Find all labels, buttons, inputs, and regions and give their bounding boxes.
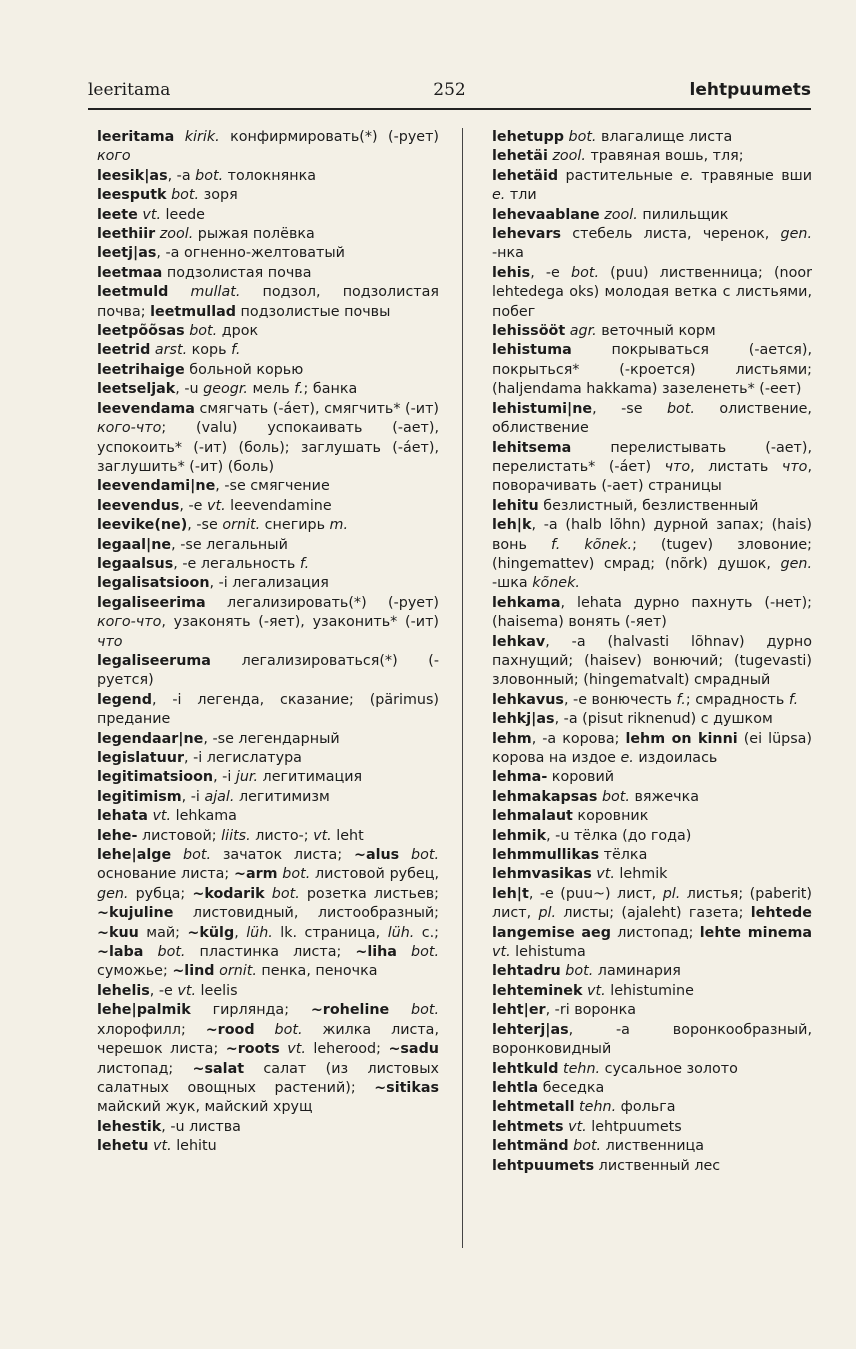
dictionary-entry: legendaar|ne, -se легендарный — [97, 730, 340, 747]
dictionary-entry: lehitu безлистный, безлиственный — [492, 497, 759, 514]
header-rule — [88, 108, 811, 110]
dictionary-entry: leethiir zool. рыжая полёвка — [97, 226, 315, 243]
dictionary-entry: lehm, -a корова; lehm on kinni (ei lüpsa) корова на издое e. издоилась — [492, 730, 812, 766]
dictionary-entry: legitimism, -i ajal. легитимизм — [97, 788, 330, 805]
dictionary-entry: leht|er, -ri воронка — [492, 1002, 636, 1019]
dictionary-entry: leeritama kirik. конфирмировать(*) (-рует) кого — [97, 129, 440, 165]
dictionary-entry: lehe|alge bot. зачаток листа; ~alus bot. основание листа; ~arm bot. листовой рубец, gen. рубца; ~kodarik bot. розетка листьев; ~kujuline листовидный, листообразный; ~kuu май; ~külg, lüh. lk. страница, lüh. с.; ~laba bot. пластинка листа; ~liha bot. суможье; ~lind ornit. пенка, пеночка — [97, 847, 440, 980]
dictionary-entry: lehtmets vt. lehtpuumets — [492, 1118, 682, 1135]
dictionary-entry: lehmmullikas тёлка — [492, 847, 648, 864]
dictionary-entry: leetrihaige больной корью — [97, 361, 304, 378]
dictionary-entry: leevendama смягчать (-áет), смягчить* (-ит) кого-что; (valu) успокаивать (-ает), успокоить* (-ит) (боль); заглушать (-áет), заглушить* (-ит) (боль) — [97, 400, 439, 475]
dictionary-entry: lehetupp bot. влагалище листа — [492, 129, 733, 145]
dictionary-entry: lehterj|as, -a воронкообразный, воронковидный — [492, 1021, 812, 1058]
dictionary-entry: leetpõõsas bot. дрок — [97, 323, 259, 340]
dictionary-entry: leh|k, -a (halb lõhn) дурной запах; (hais) вонь f. kõnek.; (tugev) зловоние; (hingemattev) смрад; (nõrk) душок, gen. -шка kõnek. — [492, 517, 812, 592]
dictionary-entry: lehata vt. lehkama — [97, 808, 237, 825]
dictionary-entry: lehmik, -u тёлка (до года) — [492, 827, 692, 844]
dictionary-entry: lehe|palmik гирлянда; ~roheline bot. хлорофилл; ~rood bot. жилка листа, черешок листа; ~roots vt. leherood; ~sadu листопад; ~salat салат (из листовых салатных овощных растений); ~sitikas майский жук, майский хрущ — [97, 1002, 439, 1116]
dictionary-entry: leetmuld mullat. подзол, подзолистая почва; leetmullad подзолистые почвы — [97, 284, 439, 320]
dictionary-entry: lehitsema перелистывать (-ает), перелистать* (-áет) что, листать что, поворачивать (-ает) страницы — [492, 439, 812, 495]
dictionary-entry: lehmalaut коровник — [492, 808, 649, 825]
dictionary-entry: leetseljak, -u geogr. мель f.; банка — [97, 381, 358, 398]
dictionary-entry: leete vt. leede — [97, 206, 205, 223]
dictionary-entry: legaliseerima легализировать(*) (-рует) кого-что, узаконять (-яет), узаконить* (-ит) что — [97, 594, 439, 650]
dictionary-entry: leevendus, -e vt. leevendamine — [97, 497, 332, 514]
dictionary-entry: lehmvasikas vt. lehmik — [492, 866, 668, 883]
dictionary-entry: lehmakapsas bot. вяжечка — [492, 788, 700, 805]
dictionary-entry: lehma- коровий — [492, 769, 615, 786]
dictionary-entry: legislatuur, -i легислатура — [97, 750, 302, 766]
running-header — [88, 78, 811, 106]
dictionary-entry: lehtadru bot. ламинария — [492, 963, 681, 980]
page-number: 252 — [433, 80, 466, 100]
dictionary-entry: lehistuma покрываться (-ается), покрыться* (-кроется) листьями; (haljendama hakkama) зазеленеть* (-еет) — [492, 342, 812, 398]
left-column — [89, 128, 439, 1157]
dictionary-entry: lehtkuld tehn. сусальное золото — [492, 1060, 738, 1077]
dictionary-entry: lehetäi zool. травяная вошь, тля; — [492, 148, 744, 165]
dictionary-entry: lehelis, -e vt. leelis — [97, 982, 238, 999]
dictionary-entry: lehkj|as, -a (pisut riknenud) с душком — [492, 711, 773, 728]
dictionary-entry: lehestik, -u листва — [97, 1118, 241, 1135]
dictionary-entry: lehetäid растительные e. травяные вши e. тли — [492, 167, 813, 204]
dictionary-entry: leetmaa подзолистая почва — [97, 264, 312, 281]
dictionary-entry: leevendami|ne, -se смягчение — [97, 478, 330, 495]
dictionary-entry: lehtla беседка — [492, 1079, 605, 1096]
dictionary-entry: lehevaablane zool. пилильщик — [492, 206, 729, 223]
dictionary-entry: lehevars стебель листа, черенок, gen. -нка — [492, 226, 812, 262]
dictionary-entry: leesputk bot. зоря — [97, 187, 238, 204]
dictionary-entry: legaalsus, -e легальность f. — [97, 555, 310, 572]
dictionary-entry: leetrid arst. корь f. — [97, 342, 241, 359]
column-divider — [462, 128, 463, 1248]
header-left-guideword: leeritama — [88, 80, 171, 100]
dictionary-entry: legaliseeruma легализироваться(*) (-руется) — [97, 652, 439, 689]
dictionary-entry: lehissööt agr. веточный корм — [492, 323, 716, 340]
dictionary-entry: lehtmetall tehn. фольга — [492, 1099, 676, 1116]
dictionary-entry: lehtmänd bot. лиственница — [492, 1138, 704, 1155]
dictionary-entry: leesik|as, -a bot. толокнянка — [97, 167, 316, 184]
dictionary-entry: leh|t, -e (puu~) лист, pl. листья; (paberit) лист, pl. листы; (ajaleht) газета; lehtede langemise aeg листопад; lehte minema vt. lehistuma — [492, 885, 812, 961]
dictionary-entry: lehetu vt. lehitu — [97, 1138, 217, 1155]
dictionary-entry: lehe- листовой; liits. листо-; vt. leht — [97, 827, 364, 844]
dictionary-entry: legalisatsioon, -i легализация — [97, 575, 329, 592]
dictionary-entry: lehkavus, -e вонючесть f.; смрадность f. — [492, 691, 799, 708]
dictionary-entry: legaal|ne, -se легальный — [97, 536, 288, 553]
dictionary-entry: lehistumi|ne, -se bot. олиствение, облиствение — [492, 400, 812, 437]
dictionary-entry: legitimatsioon, -i jur. легитимация — [97, 769, 363, 786]
dictionary-entry: lehkav, -a (halvasti lõhnav) дурно пахнущий; (haisev) вонючий; (tugevasti) зловонный; (hingematvalt) смрадный — [492, 633, 812, 689]
dictionary-entry: leevike(ne), -se ornit. снегирь m. — [97, 517, 349, 534]
header-right-guideword: lehtpuumets — [689, 80, 811, 100]
right-column — [484, 128, 812, 1176]
dictionary-entry: lehis, -e bot. (puu) лиственница; (noor lehtedega oks) молодая ветка с листьями, побег — [492, 264, 812, 320]
dictionary-entry: lehkama, lehata дурно пахнуть (-нет); (haisema) вонять (-яет) — [492, 594, 812, 631]
dictionary-entry: legend, -i легенда, сказание; (pärimus) предание — [97, 691, 439, 728]
dictionary-entry: lehtpuumets лиственный лес — [492, 1157, 721, 1174]
dictionary-entry: leetj|as, -a огненно-желтоватый — [97, 245, 345, 262]
dictionary-entry: lehteminek vt. lehistumine — [492, 982, 694, 999]
